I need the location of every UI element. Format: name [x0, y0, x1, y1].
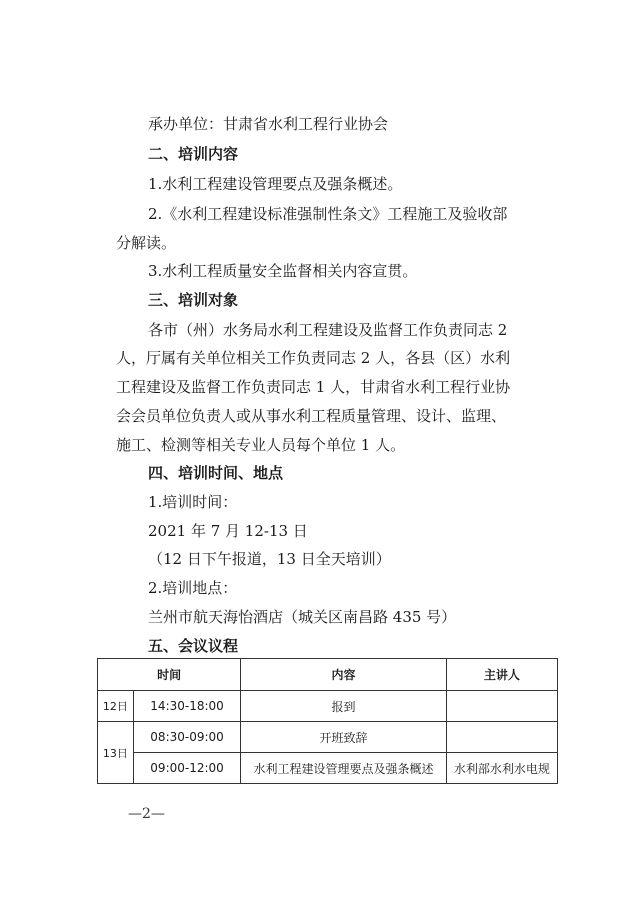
- organizer-line: 承办单位：甘肃省水利工程行业协会: [148, 115, 389, 133]
- agenda-content: 报到: [241, 691, 446, 722]
- training-place: 兰州市航天海怡酒店（城关区南昌路 435 号）: [148, 608, 457, 626]
- agenda-table: [97, 658, 558, 784]
- training-date-note: （12 日下午报道，13 日全天培训）: [148, 550, 391, 568]
- training-date: 2021 年 7 月 12-13 日: [148, 522, 308, 540]
- target-line-2: 人，厅属有关单位相关工作负责同志 2 人，各县（区）水利: [116, 349, 511, 367]
- agenda-content: 开班致辞: [241, 722, 446, 753]
- agenda-speaker: [446, 691, 557, 722]
- agenda-time: 09:00-12:00: [133, 753, 240, 784]
- agenda-speaker: 水利部水利水电规: [446, 753, 557, 784]
- section-2-heading: 二、培训内容: [148, 145, 239, 163]
- table-row: [98, 691, 558, 722]
- table-row: [98, 722, 558, 753]
- agenda-header-time: 时间: [98, 659, 241, 691]
- content-item-1: 1.水利工程建设管理要点及强条概述。: [148, 175, 403, 193]
- table-row: [98, 753, 558, 784]
- agenda-day: 12日: [98, 691, 134, 722]
- target-line-4: 会会员单位负责人或从事水利工程质量管理、设计、监理、: [116, 407, 507, 425]
- agenda-header-content: 内容: [241, 659, 446, 691]
- target-line-1: 各市（州）水务局水利工程建设及监督工作负责同志 2: [148, 321, 508, 339]
- agenda-content: 水利工程建设管理要点及强条概述: [241, 753, 446, 784]
- agenda-speaker: [446, 722, 557, 753]
- section-5-heading: 五、会议议程: [148, 637, 239, 655]
- training-time-label: 1.培训时间：: [148, 493, 238, 511]
- section-4-heading: 四、培训时间、地点: [148, 464, 284, 482]
- agenda-day: 13日: [98, 722, 134, 784]
- agenda-time: 08:30-09:00: [133, 722, 240, 753]
- section-3-heading: 三、培训对象: [148, 291, 239, 309]
- target-line-5: 施工、检测等相关专业人员每个单位 1 人。: [116, 436, 406, 454]
- content-item-2-line-1: 2.《水利工程建设标准强制性条文》工程施工及验收部: [148, 205, 508, 223]
- content-item-2-line-2: 分解读。: [116, 234, 177, 252]
- training-place-label: 2.培训地点：: [148, 579, 238, 597]
- page-number: —2—: [128, 806, 165, 822]
- content-item-3: 3.水利工程质量安全监督相关内容宣贯。: [148, 262, 418, 280]
- agenda-time: 14:30-18:00: [133, 691, 240, 722]
- target-line-3: 工程建设及监督工作负责同志 1 人，甘肃省水利工程行业协: [116, 378, 511, 396]
- agenda-header-row: [98, 659, 558, 691]
- agenda-header-speaker: 主讲人: [446, 659, 557, 691]
